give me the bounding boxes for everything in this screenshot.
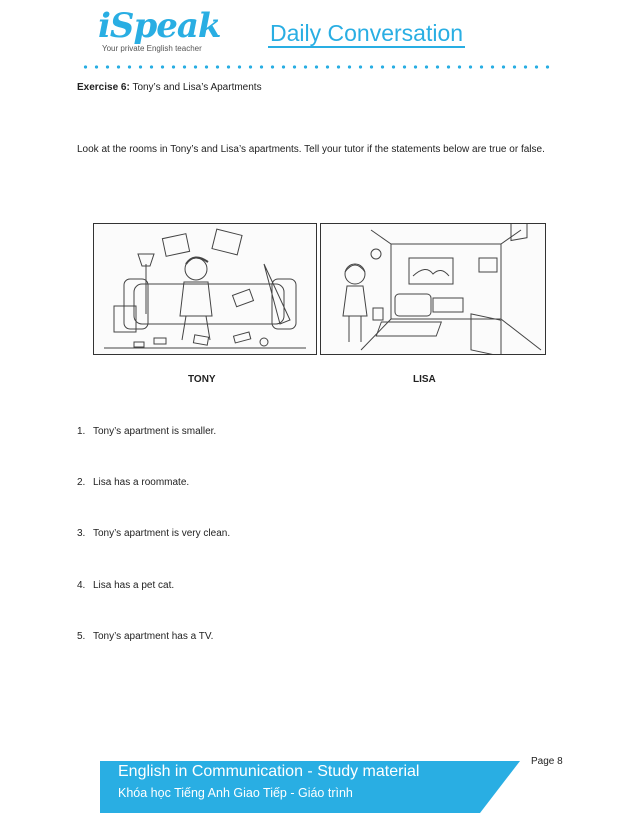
- instructions: Look at the rooms in Tony’s and Lisa’s apartments. Tell your tutor if the statements below are true or false.: [77, 144, 545, 155]
- statement-item: [77, 631, 213, 642]
- tidy-room-icon: [321, 224, 545, 354]
- dotted-divider: [80, 64, 550, 70]
- logo-tagline: Your private English teacher: [102, 44, 202, 53]
- caption-tony: TONY: [188, 374, 216, 385]
- page-number: Page 8: [531, 756, 563, 767]
- footer-title: English in Communication - Study material: [118, 763, 420, 780]
- statement-text: Tony’s apartment is very clean.: [93, 528, 231, 539]
- exercise-name: Tony’s and Lisa’s Apartments: [132, 82, 262, 93]
- caption-lisa: LISA: [413, 374, 436, 385]
- statement-text: Tony’s apartment is smaller.: [93, 426, 217, 437]
- footer-banner: [100, 751, 530, 813]
- statement-number: 3.: [77, 528, 86, 539]
- statement-number: 5.: [77, 631, 86, 642]
- statement-item: [77, 580, 174, 591]
- statement-text: Lisa has a roommate.: [93, 477, 190, 488]
- footer-subtitle: Khóa học Tiếng Anh Giao Tiếp - Giáo trình: [118, 786, 353, 800]
- messy-room-icon: [94, 224, 316, 354]
- statement-number: 4.: [77, 580, 86, 591]
- statement-number: 2.: [77, 477, 86, 488]
- tony-apartment-illustration: [93, 223, 317, 355]
- statement-item: [77, 477, 189, 488]
- statement-item: [77, 426, 216, 437]
- statement-text: Lisa has a pet cat.: [93, 580, 175, 591]
- header-title: Daily Conversation: [270, 20, 464, 46]
- lisa-apartment-illustration: [320, 223, 546, 355]
- statement-number: 1.: [77, 426, 86, 437]
- logo: iSpeak: [98, 6, 221, 46]
- statement-text: Tony’s apartment has a TV.: [93, 631, 214, 642]
- exercise-title: [77, 82, 262, 93]
- statement-item: [77, 528, 230, 539]
- exercise-label: Exercise 6:: [77, 82, 130, 93]
